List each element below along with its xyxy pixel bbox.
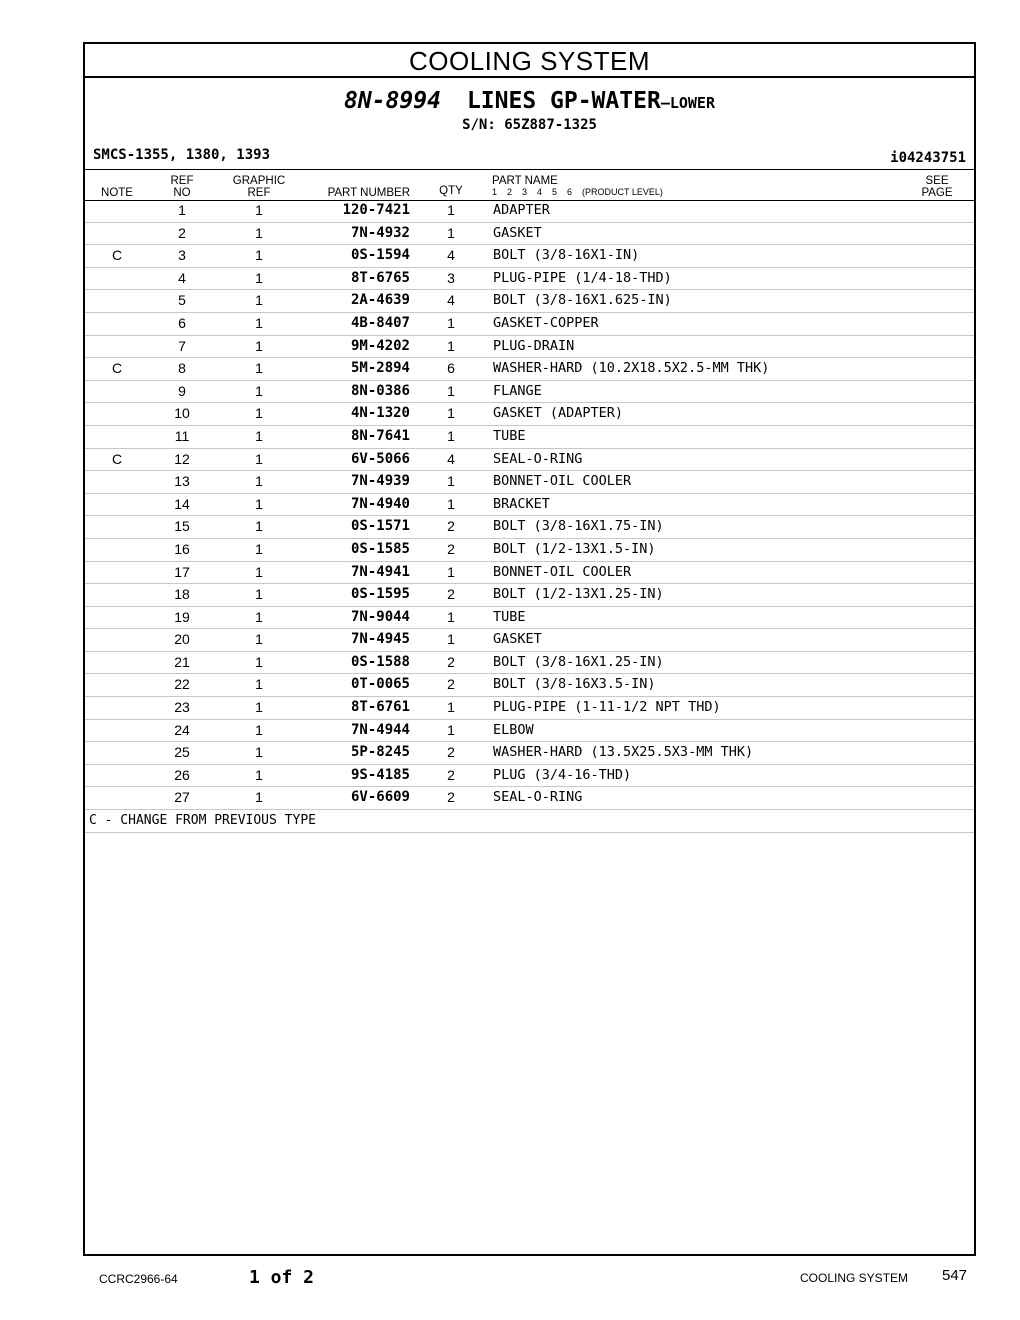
qty-cell: 1 bbox=[447, 405, 455, 422]
part-number-cell: 7N-9044 bbox=[350, 608, 410, 625]
qty-cell: 1 bbox=[447, 631, 455, 648]
note-cell: C bbox=[111, 247, 123, 264]
qty-cell: 1 bbox=[447, 721, 455, 738]
table-row bbox=[85, 200, 974, 223]
ref-no-cell: 14 bbox=[174, 495, 190, 512]
graphic-ref-cell: 1 bbox=[255, 518, 263, 535]
part-number-cell: 7N-4944 bbox=[350, 721, 410, 738]
graphic-ref-cell: 1 bbox=[255, 540, 263, 557]
qty-cell: 1 bbox=[447, 202, 455, 218]
part-number-cell: 5P-8245 bbox=[350, 744, 410, 761]
table-row bbox=[85, 290, 974, 313]
ref-no-cell: 6 bbox=[178, 314, 186, 331]
col-note: NOTE bbox=[101, 187, 133, 199]
qty-cell: 4 bbox=[447, 292, 455, 309]
part-number-cell: 0S-1588 bbox=[350, 653, 410, 670]
graphic-ref-cell: 1 bbox=[255, 269, 263, 286]
part-name-cell: GASKET bbox=[493, 631, 542, 648]
table-row bbox=[85, 245, 974, 268]
part-name-cell: GASKET bbox=[493, 224, 542, 241]
graphic-ref-cell: 1 bbox=[255, 450, 263, 467]
graphic-ref-cell: 1 bbox=[255, 789, 263, 806]
group-part-number: 8N-8994 bbox=[344, 88, 441, 114]
qty-cell: 2 bbox=[447, 586, 455, 603]
ref-no-cell: 9 bbox=[178, 382, 186, 399]
part-number-cell: 8T-6765 bbox=[350, 269, 410, 286]
group-name-suffix: —LOWER bbox=[660, 94, 715, 112]
footer-section: COOLING SYSTEM bbox=[800, 1271, 909, 1285]
table-row bbox=[85, 742, 974, 765]
ref-no-cell: 5 bbox=[178, 292, 186, 309]
ref-no-cell: 13 bbox=[174, 473, 190, 490]
qty-cell: 1 bbox=[447, 337, 455, 354]
graphic-ref-cell: 1 bbox=[255, 405, 263, 422]
qty-cell: 1 bbox=[447, 563, 455, 580]
part-name-cell: BONNET-OIL COOLER bbox=[493, 473, 632, 490]
qty-cell: 2 bbox=[447, 766, 455, 783]
qty-cell: 1 bbox=[447, 427, 455, 444]
table-row bbox=[85, 697, 974, 720]
qty-cell: 2 bbox=[447, 789, 455, 806]
part-number-cell: 0S-1595 bbox=[350, 586, 410, 603]
group-name: LINES GP-WATER bbox=[466, 88, 661, 114]
qty-cell: 4 bbox=[447, 450, 455, 467]
graphic-ref-cell: 1 bbox=[255, 608, 263, 625]
graphic-ref-cell: 1 bbox=[255, 631, 263, 648]
ref-no-cell: 25 bbox=[174, 744, 190, 761]
part-number-cell: 7N-4939 bbox=[350, 473, 410, 490]
page-number: 547 bbox=[942, 1267, 968, 1284]
page-of: 1 of 2 bbox=[249, 1267, 315, 1288]
part-number-cell: 120-7421 bbox=[342, 202, 410, 218]
col-graphic-top: GRAPHIC bbox=[232, 175, 286, 187]
part-name-cell: TUBE bbox=[493, 427, 526, 444]
graphic-ref-cell: 1 bbox=[255, 473, 263, 490]
qty-cell: 3 bbox=[447, 269, 455, 286]
graphic-ref-cell: 1 bbox=[255, 721, 263, 738]
part-number-cell: 0S-1585 bbox=[350, 540, 410, 557]
ref-no-cell: 27 bbox=[174, 789, 190, 806]
ref-no-cell: 19 bbox=[174, 608, 190, 625]
table-row bbox=[85, 516, 974, 539]
table-row bbox=[85, 358, 974, 381]
part-name-cell: BOLT (3/8-16X1.25-IN) bbox=[493, 653, 664, 670]
section-title: COOLING SYSTEM bbox=[85, 44, 974, 78]
graphic-ref-cell: 1 bbox=[255, 337, 263, 354]
doc-code: CCRC2966-64 bbox=[99, 1272, 178, 1286]
ref-no-cell: 3 bbox=[178, 247, 186, 264]
graphic-ref-cell: 1 bbox=[255, 676, 263, 693]
parts-page-frame bbox=[83, 42, 976, 1256]
graphic-ref-cell: 1 bbox=[255, 427, 263, 444]
table-row bbox=[85, 403, 974, 426]
part-number-cell: 7N-4945 bbox=[350, 631, 410, 648]
graphic-ref-cell: 1 bbox=[255, 699, 263, 716]
qty-cell: 2 bbox=[447, 653, 455, 670]
part-name-cell: SEAL-O-RING bbox=[493, 789, 583, 806]
table-row bbox=[85, 268, 974, 291]
parts-list bbox=[85, 200, 974, 833]
table-row bbox=[85, 652, 974, 675]
ref-no-cell: 10 bbox=[174, 405, 190, 422]
col-qty: QTY bbox=[439, 185, 463, 197]
part-name-cell: BOLT (1/2-13X1.5-IN) bbox=[493, 540, 656, 557]
col-part-name: PART NAME bbox=[492, 175, 558, 187]
graphic-ref-cell: 1 bbox=[255, 766, 263, 783]
footnote-text: C - CHANGE FROM PREVIOUS TYPE bbox=[89, 813, 316, 829]
part-name-cell: PLUG-PIPE (1/4-18-THD) bbox=[493, 269, 672, 286]
table-row bbox=[85, 787, 974, 810]
qty-cell: 1 bbox=[447, 473, 455, 490]
note-cell: C bbox=[111, 450, 123, 467]
graphic-ref-cell: 1 bbox=[255, 224, 263, 241]
qty-cell: 2 bbox=[447, 540, 455, 557]
table-row bbox=[85, 674, 974, 697]
qty-cell: 4 bbox=[447, 247, 455, 264]
qty-cell: 1 bbox=[447, 382, 455, 399]
group-heading bbox=[85, 88, 974, 114]
qty-cell: 1 bbox=[447, 495, 455, 512]
table-row bbox=[85, 426, 974, 449]
table-row bbox=[85, 562, 974, 585]
table-row bbox=[85, 223, 974, 246]
col-see-top: SEE bbox=[925, 175, 949, 187]
graphic-ref-cell: 1 bbox=[255, 586, 263, 603]
graphic-ref-cell: 1 bbox=[255, 247, 263, 264]
part-number-cell: 4N-1320 bbox=[350, 405, 410, 422]
table-row bbox=[85, 471, 974, 494]
part-name-cell: BOLT (3/8-16X1-IN) bbox=[493, 247, 640, 264]
qty-cell: 2 bbox=[447, 676, 455, 693]
col-ref-top: REF bbox=[170, 175, 194, 187]
ref-no-cell: 16 bbox=[174, 540, 190, 557]
part-name-cell: BOLT (3/8-16X1.625-IN) bbox=[493, 292, 672, 309]
table-row bbox=[85, 584, 974, 607]
graphic-ref-cell: 1 bbox=[255, 382, 263, 399]
ref-no-cell: 2 bbox=[178, 224, 186, 241]
part-name-cell: GASKET (ADAPTER) bbox=[493, 405, 624, 422]
table-row bbox=[85, 765, 974, 788]
qty-cell: 1 bbox=[447, 224, 455, 241]
ref-no-cell: 20 bbox=[174, 631, 190, 648]
graphic-ref-cell: 1 bbox=[255, 314, 263, 331]
ref-no-cell: 8 bbox=[178, 360, 186, 377]
note-cell: C bbox=[111, 360, 123, 377]
graphic-ref-cell: 1 bbox=[255, 653, 263, 670]
col-graphic-bottom: REF bbox=[247, 187, 271, 199]
ref-no-cell: 17 bbox=[174, 563, 190, 580]
part-number-cell: 8N-0386 bbox=[350, 382, 410, 399]
qty-cell: 2 bbox=[447, 744, 455, 761]
part-name-cell: ADAPTER bbox=[493, 202, 550, 218]
ref-no-cell: 26 bbox=[174, 766, 190, 783]
ref-no-cell: 7 bbox=[178, 337, 186, 354]
part-number-cell: 9M-4202 bbox=[350, 337, 410, 354]
graphic-ref-cell: 1 bbox=[255, 360, 263, 377]
part-name-cell: FLANGE bbox=[493, 382, 542, 399]
graphic-ref-cell: 1 bbox=[255, 495, 263, 512]
part-number-cell: 4B-8407 bbox=[350, 314, 410, 331]
table-row bbox=[85, 720, 974, 743]
qty-cell: 1 bbox=[447, 608, 455, 625]
col-product-level: 1 2 3 4 5 6 (PRODUCT LEVEL) bbox=[492, 187, 663, 197]
part-number-cell: 5M-2894 bbox=[350, 360, 410, 377]
part-name-cell: GASKET-COPPER bbox=[493, 314, 599, 331]
illustration-id: i04243751 bbox=[890, 150, 966, 166]
ref-no-cell: 22 bbox=[174, 676, 190, 693]
part-name-cell: WASHER-HARD (10.2X18.5X2.5-MM THK) bbox=[493, 360, 770, 377]
table-row bbox=[85, 381, 974, 404]
part-number-cell: 8T-6761 bbox=[350, 699, 410, 716]
footnote bbox=[85, 810, 974, 833]
part-number-cell: 2A-4639 bbox=[350, 292, 410, 309]
part-number-cell: 6V-5066 bbox=[350, 450, 410, 467]
table-row bbox=[85, 607, 974, 630]
part-number-cell: 8N-7641 bbox=[350, 427, 410, 444]
part-number-cell: 7N-4941 bbox=[350, 563, 410, 580]
table-row bbox=[85, 313, 974, 336]
ref-no-cell: 15 bbox=[174, 518, 190, 535]
ref-no-cell: 18 bbox=[174, 586, 190, 603]
table-row bbox=[85, 539, 974, 562]
ref-no-cell: 23 bbox=[174, 699, 190, 716]
graphic-ref-cell: 1 bbox=[255, 563, 263, 580]
part-number-cell: 0S-1594 bbox=[350, 247, 410, 264]
col-part-number: PART NUMBER bbox=[327, 187, 410, 199]
part-name-cell: WASHER-HARD (13.5X25.5X3-MM THK) bbox=[493, 744, 754, 761]
part-number-cell: 7N-4940 bbox=[350, 495, 410, 512]
part-name-cell: BONNET-OIL COOLER bbox=[493, 563, 632, 580]
part-name-cell: BOLT (3/8-16X3.5-IN) bbox=[493, 676, 656, 693]
table-row bbox=[85, 449, 974, 472]
table-row bbox=[85, 336, 974, 359]
graphic-ref-cell: 1 bbox=[255, 744, 263, 761]
part-name-cell: BOLT (1/2-13X1.25-IN) bbox=[493, 586, 664, 603]
table-row bbox=[85, 629, 974, 652]
qty-cell: 6 bbox=[447, 360, 455, 377]
part-name-cell: PLUG-DRAIN bbox=[493, 337, 575, 354]
ref-no-cell: 1 bbox=[178, 202, 186, 218]
part-name-cell: SEAL-O-RING bbox=[493, 450, 583, 467]
part-name-cell: TUBE bbox=[493, 608, 526, 625]
part-number-cell: 0S-1571 bbox=[350, 518, 410, 535]
part-name-cell: PLUG-PIPE (1-11-1/2 NPT THD) bbox=[493, 699, 721, 716]
smcs-codes: SMCS-1355, 1380, 1393 bbox=[93, 147, 271, 163]
ref-no-cell: 24 bbox=[174, 721, 190, 738]
header-top-rule bbox=[85, 169, 974, 170]
part-number-cell: 6V-6609 bbox=[350, 789, 410, 806]
qty-cell: 2 bbox=[447, 518, 455, 535]
graphic-ref-cell: 1 bbox=[255, 292, 263, 309]
ref-no-cell: 21 bbox=[174, 653, 190, 670]
ref-no-cell: 11 bbox=[174, 427, 190, 444]
qty-cell: 1 bbox=[447, 699, 455, 716]
part-name-cell: ELBOW bbox=[493, 721, 534, 738]
ref-no-cell: 12 bbox=[174, 450, 190, 467]
part-number-cell: 0T-0065 bbox=[350, 676, 410, 693]
ref-no-cell: 4 bbox=[178, 269, 186, 286]
table-row bbox=[85, 494, 974, 517]
part-name-cell: BRACKET bbox=[493, 495, 550, 512]
qty-cell: 1 bbox=[447, 314, 455, 331]
part-name-cell: PLUG (3/4-16-THD) bbox=[493, 766, 632, 783]
col-ref-bottom: NO bbox=[173, 187, 191, 199]
serial-number-range: S/N: 65Z887-1325 bbox=[462, 117, 597, 133]
part-number-cell: 7N-4932 bbox=[350, 224, 410, 241]
part-name-cell: BOLT (3/8-16X1.75-IN) bbox=[493, 518, 664, 535]
part-number-cell: 9S-4185 bbox=[350, 766, 410, 783]
graphic-ref-cell: 1 bbox=[255, 202, 263, 218]
col-see-bottom: PAGE bbox=[921, 187, 953, 199]
